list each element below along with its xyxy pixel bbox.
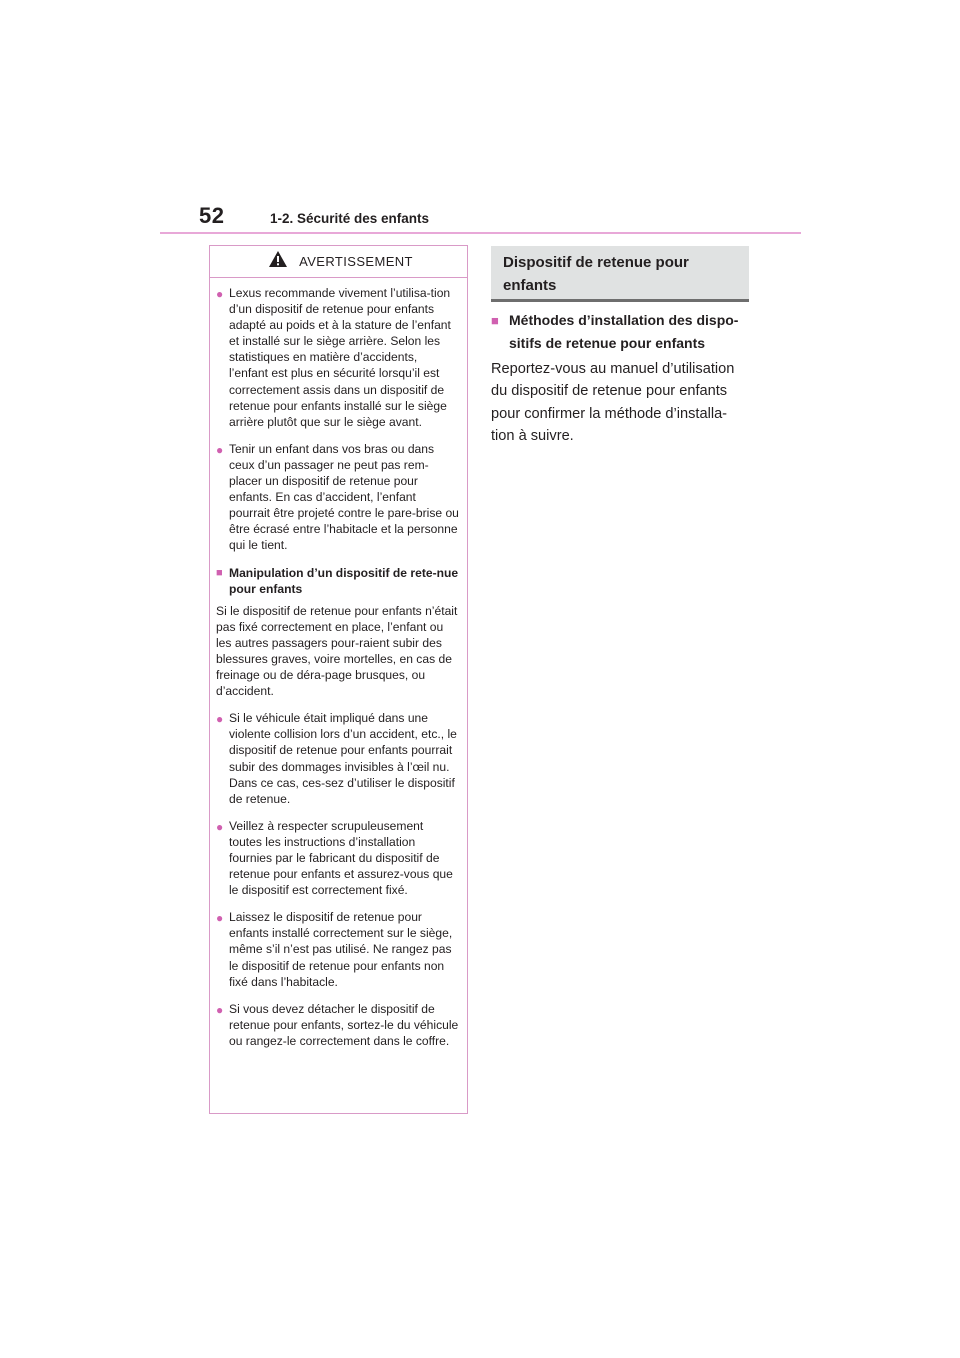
section-heading: Dispositif de retenue pour enfants <box>491 246 749 302</box>
warning-title: AVERTISSEMENT <box>299 254 413 269</box>
bullet-icon: ● <box>216 442 224 457</box>
body-paragraph: Reportez-vous au manuel d’utilisation du dispositif de retenue pour enfants pour confirmer la méthode d’installa-tion à suivre. <box>491 361 735 445</box>
warning-triangle-icon <box>268 250 288 273</box>
subheading <box>491 309 749 355</box>
warning-bullet <box>216 818 459 898</box>
bullet-icon: ● <box>216 819 224 834</box>
square-bullet-icon: ■ <box>216 566 223 579</box>
warning-bullet <box>216 909 459 989</box>
warning-bullet-text: Tenir un enfant dans vos bras ou dans ceux d’un passager ne peut pas rem-placer un dispositif de retenue pour enfants. En cas d’accident, l’enfant pourrait être projeté contre le pare-brise ou être écrasé entre l’habitacle et la personne qui le tient. <box>229 441 459 553</box>
bullet-icon: ● <box>216 911 224 926</box>
bullet-icon: ● <box>216 287 224 301</box>
warning-bullet-text: Si vous devez détacher le dispositif de retenue pour enfants, sortez-le du véhicule ou rangez-le correctement dans le coffre. <box>229 1001 459 1048</box>
page-number: 52 <box>199 203 225 228</box>
bullet-icon: ● <box>216 1002 224 1017</box>
warning-box <box>209 245 468 1114</box>
warning-paragraph: Si le dispositif de retenue pour enfants n’était pas fixé correctement en place, l’enfant ou les autres passagers pour-raient subir des blessures graves, voire mortelles, en cas de freinage ou de déra-page brusques, ou d’accident. <box>216 603 458 699</box>
warning-bullet <box>216 710 459 807</box>
warning-bullet-text: Lexus recommande vivement l’utilisa-tion d’un dispositif de retenue pour enfants adapté au poids et à la stature de l’enfant et installé sur le siège arrière. Selon les statistiques en matière d’accidents, l’enfant est plus en sécurité lorsqu’il est correctement assis dans un dispositif de retenue pour enfants installé sur le siège arrière plutôt que sur le siège avant. <box>229 286 451 429</box>
warning-bullet <box>216 441 459 554</box>
subheading-text: Méthodes d’installation des dispo-sitifs de retenue pour enfants <box>509 312 739 351</box>
warning-bullet-text: Si le véhicule était impliqué dans une violente collision lors d’un accident, etc., le dispositif de retenue pour enfants pourrait subir des dommages invisibles à l’œil nu. Dans ce cas, ces-sez d’utiliser le dispositif de retenue. <box>229 711 457 806</box>
header-rule <box>160 232 801 234</box>
section-title: 1-2. Sécurité des enfants <box>270 211 430 226</box>
warning-subheading <box>216 565 459 597</box>
square-bullet-icon: ■ <box>491 313 499 328</box>
warning-bullet <box>216 1001 459 1049</box>
warning-subheading-text: Manipulation d’un dispositif de rete-nue pour enfants <box>229 565 459 596</box>
bullet-icon: ● <box>216 712 224 727</box>
warning-bullet-text: Laissez le dispositif de retenue pour enfants installé correctement sur le siège, même s’il n’est pas utilisé. Ne rangez pas le dispositif de retenue pour enfants non fixé dans l’habitacle. <box>229 910 453 989</box>
warning-bullet <box>216 285 459 430</box>
warning-body <box>210 278 467 1049</box>
warning-header <box>210 246 467 278</box>
warning-bullet-text: Veillez à respecter scrupuleusement toutes les instructions d’installation fournies par le fabricant du dispositif de retenue pour enfants et assurez-vous que le dispositif est correctement fixé. <box>229 818 453 898</box>
